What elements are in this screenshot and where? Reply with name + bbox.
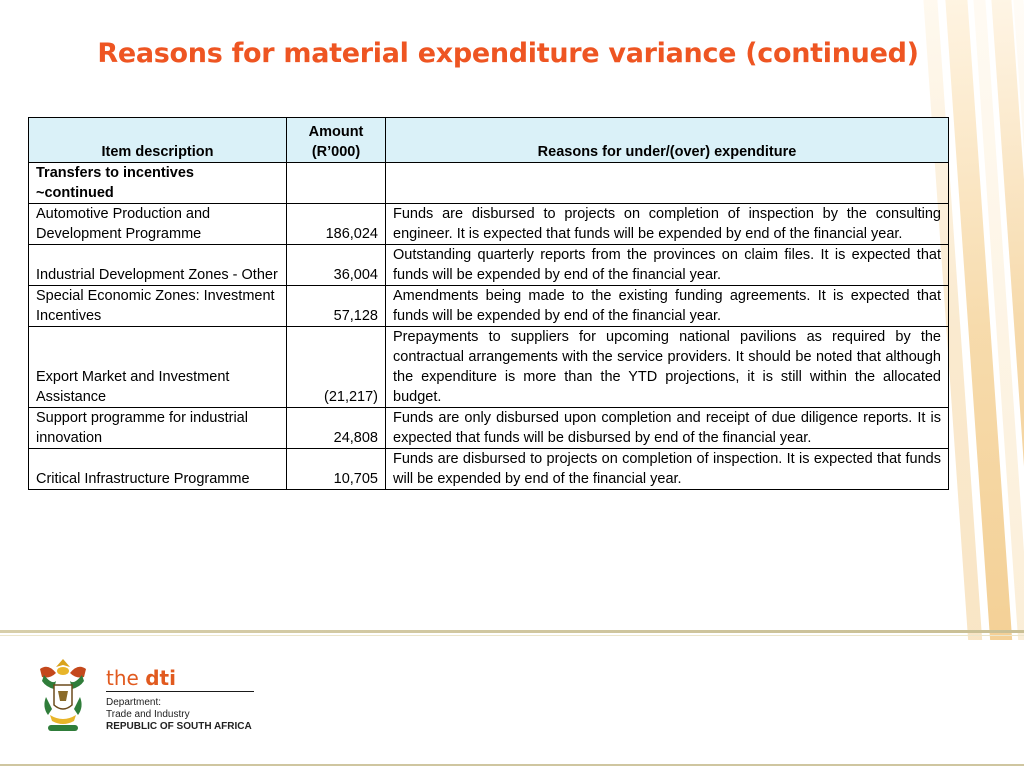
header-reasons: Reasons for under/(over) expenditure [386, 118, 949, 163]
amount-cell: 24,808 [287, 408, 386, 449]
reason-cell: Funds are disbursed to projects on completion of inspection. It is expected that funds will be expended by end of the financial year. [386, 449, 949, 490]
item-cell: Export Market and Investment Assistance [29, 327, 287, 408]
dti-wordmark [106, 666, 254, 692]
table-row [29, 327, 949, 408]
reason-cell: Funds are disbursed to projects on completion of inspection by the consulting engineer. It is expected that funds will be expended by end of the financial year. [386, 204, 949, 245]
dept-line-2: Trade and Industry [106, 709, 190, 720]
table-row [29, 449, 949, 490]
amount-cell: 186,024 [287, 204, 386, 245]
table-header-row [29, 118, 949, 163]
section-label-line2: ~continued [36, 185, 114, 201]
dept-line-3: REPUBLIC OF SOUTH AFRICA [106, 721, 252, 732]
header-amount [287, 118, 386, 163]
wordmark-brand: dti [145, 666, 176, 690]
reason-cell: Prepayments to suppliers for upcoming national pavilions as required by the contractual arrangements with the service providers. It should be noted that although the expenditure is more than the YTD projections, it is still within the allocated budget. [386, 327, 949, 408]
item-cell: Support programme for industrial innovation [29, 408, 287, 449]
bottom-border [0, 764, 1024, 766]
amount-cell: 57,128 [287, 286, 386, 327]
header-item-description: Item description [29, 118, 287, 163]
dti-logo [106, 666, 256, 733]
section-label-line1: Transfers to incentives [36, 165, 194, 181]
table-row [29, 286, 949, 327]
table-row [29, 204, 949, 245]
amount-cell: 10,705 [287, 449, 386, 490]
header-amount-line2: (R’000) [311, 144, 361, 160]
amount-cell: 36,004 [287, 245, 386, 286]
section-row [29, 163, 949, 204]
item-cell: Industrial Development Zones - Other [29, 245, 287, 286]
item-cell: Critical Infrastructure Programme [29, 449, 287, 490]
item-cell: Automotive Production and Development Programme [29, 204, 287, 245]
reason-cell: Funds are only disbursed upon completion and receipt of due diligence reports. It is expected that funds will be disbursed by end of the financial year. [386, 408, 949, 449]
coat-of-arms-icon [32, 655, 94, 737]
section-label [29, 163, 287, 204]
slide-title: Reasons for material expenditure variance (continued) [97, 38, 919, 69]
reason-cell: Amendments being made to the existing funding agreements. It is expected that funds will be expended by end of the financial year. [386, 286, 949, 327]
table-row [29, 245, 949, 286]
amount-cell: (21,217) [287, 327, 386, 408]
section-amount-empty [287, 163, 386, 204]
dti-department-text [106, 697, 256, 733]
footer-divider-thin [0, 635, 1024, 636]
header-amount-line1: Amount [308, 124, 364, 140]
wordmark-prefix: the [106, 666, 146, 690]
dept-line-1: Department: [106, 697, 162, 708]
section-reason-empty [386, 163, 949, 204]
item-cell: Special Economic Zones: Investment Incentives [29, 286, 287, 327]
footer-divider [0, 630, 1024, 633]
reason-cell: Outstanding quarterly reports from the provinces on claim files. It is expected that funds will be expended by end of the financial year. [386, 245, 949, 286]
table-row [29, 408, 949, 449]
variance-table [28, 117, 949, 490]
